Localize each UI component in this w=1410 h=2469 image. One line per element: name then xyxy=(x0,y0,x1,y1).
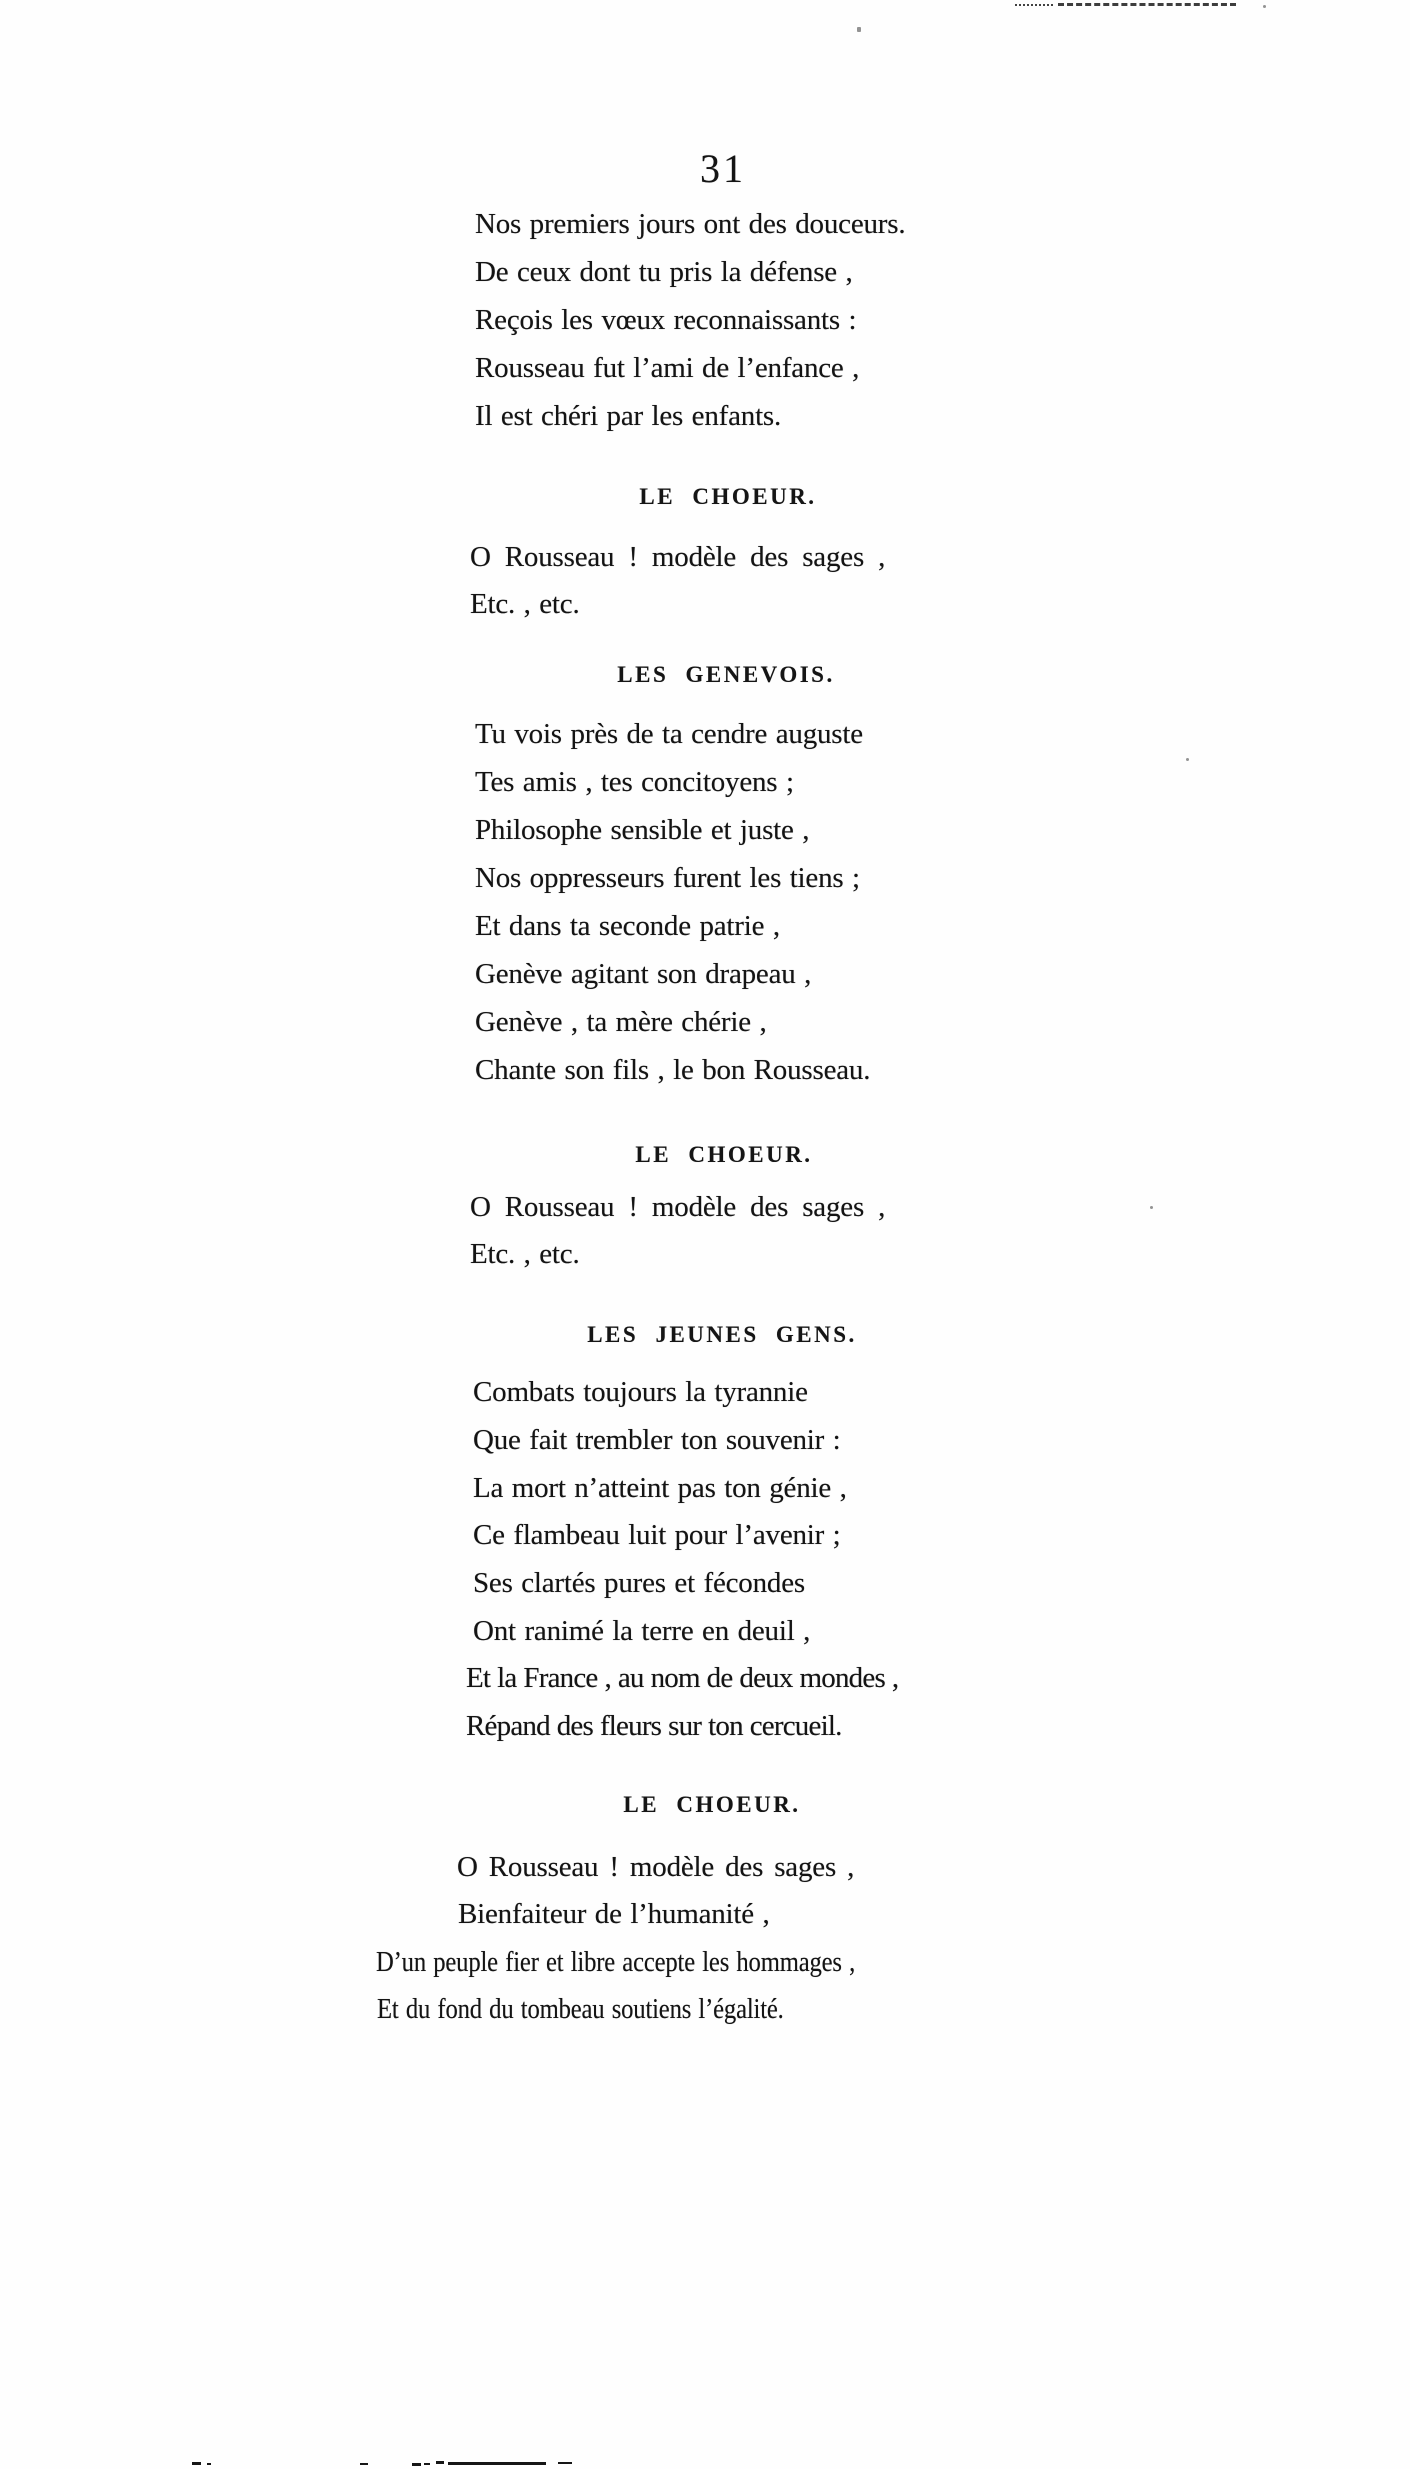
poem-line: Etc. , etc. xyxy=(470,1238,580,1270)
scan-artifact-dashed-line xyxy=(1058,3,1236,6)
poem-line: Répand des fleurs sur ton cercueil. xyxy=(466,1710,842,1742)
poem-line: Etc. , etc. xyxy=(470,588,580,620)
speaker-heading-choeur-3: LE CHOEUR. xyxy=(623,1792,801,1817)
ink-speck xyxy=(1263,5,1266,8)
poem-line: Et dans ta seconde patrie , xyxy=(475,910,780,942)
poem-line: Combats toujours la tyrannie xyxy=(473,1376,808,1408)
poem-line: O Rousseau ! modèle des sages , xyxy=(470,541,886,573)
poem-line: Chante son fils , le bon Rousseau. xyxy=(475,1054,871,1086)
poem-line: Et du fond du tombeau soutiens l’égalité. xyxy=(377,1993,784,2025)
scan-artifact-mark xyxy=(424,2463,430,2465)
scan-artifact-mark xyxy=(360,2463,368,2465)
scan-artifact-dotted-line xyxy=(1015,4,1053,6)
speaker-heading-choeur-1: LE CHOEUR. xyxy=(639,484,817,509)
poem-line: O Rousseau ! modèle des sages , xyxy=(470,1191,886,1223)
poem-line: Tes amis , tes concitoyens ; xyxy=(475,766,794,798)
speaker-heading-jeunes-gens: LES JEUNES GENS. xyxy=(587,1322,857,1347)
poem-line: De ceux dont tu pris la défense , xyxy=(475,256,853,288)
poem-line: Rousseau fut l’ami de l’enfance , xyxy=(475,352,860,384)
poem-line: Genève agitant son drapeau , xyxy=(475,958,812,990)
poem-line: Ont ranimé la terre en deuil , xyxy=(473,1615,811,1647)
scan-artifact-mark xyxy=(436,2461,444,2464)
scan-artifact-mark xyxy=(448,2462,546,2465)
scan-artifact-mark xyxy=(412,2463,421,2466)
poem-line: Nos oppresseurs furent les tiens ; xyxy=(475,862,860,894)
poem-line: Tu vois près de ta cendre auguste xyxy=(475,718,863,750)
poem-line: Ses clartés pures et fécondes xyxy=(473,1567,805,1599)
ink-speck xyxy=(1150,1206,1153,1209)
poem-line: Reçois les vœux reconnaissants : xyxy=(475,304,857,336)
ink-speck xyxy=(1186,758,1189,761)
scan-artifact-mark xyxy=(558,2462,572,2464)
poem-line: O Rousseau ! modèle des sages , xyxy=(457,1851,855,1883)
scan-artifact-mark xyxy=(192,2462,201,2465)
poem-line: Que fait trembler ton souvenir : xyxy=(473,1424,841,1456)
poem-line: Ce flambeau luit pour l’avenir ; xyxy=(473,1519,841,1551)
speaker-heading-choeur-2: LE CHOEUR. xyxy=(635,1142,813,1167)
poem-line: Il est chéri par les enfants. xyxy=(475,400,782,432)
poem-line: Philosophe sensible et juste , xyxy=(475,814,810,846)
poem-line: Et la France , au nom de deux mondes , xyxy=(466,1662,899,1694)
speaker-heading-genevois: LES GENEVOIS. xyxy=(617,662,835,687)
poem-line: La mort n’atteint pas ton génie , xyxy=(473,1472,847,1504)
poem-line: D’un peuple fier et libre accepte les hommages , xyxy=(376,1946,856,1978)
poem-line: Bienfaiteur de l’humanité , xyxy=(458,1898,770,1930)
poem-line: Nos premiers jours ont des douceurs. xyxy=(475,208,906,240)
ink-speck xyxy=(857,27,861,32)
poem-line: Genève , ta mère chérie , xyxy=(475,1006,767,1038)
scan-artifact-mark xyxy=(207,2463,211,2465)
page-number: 31 xyxy=(700,146,746,191)
